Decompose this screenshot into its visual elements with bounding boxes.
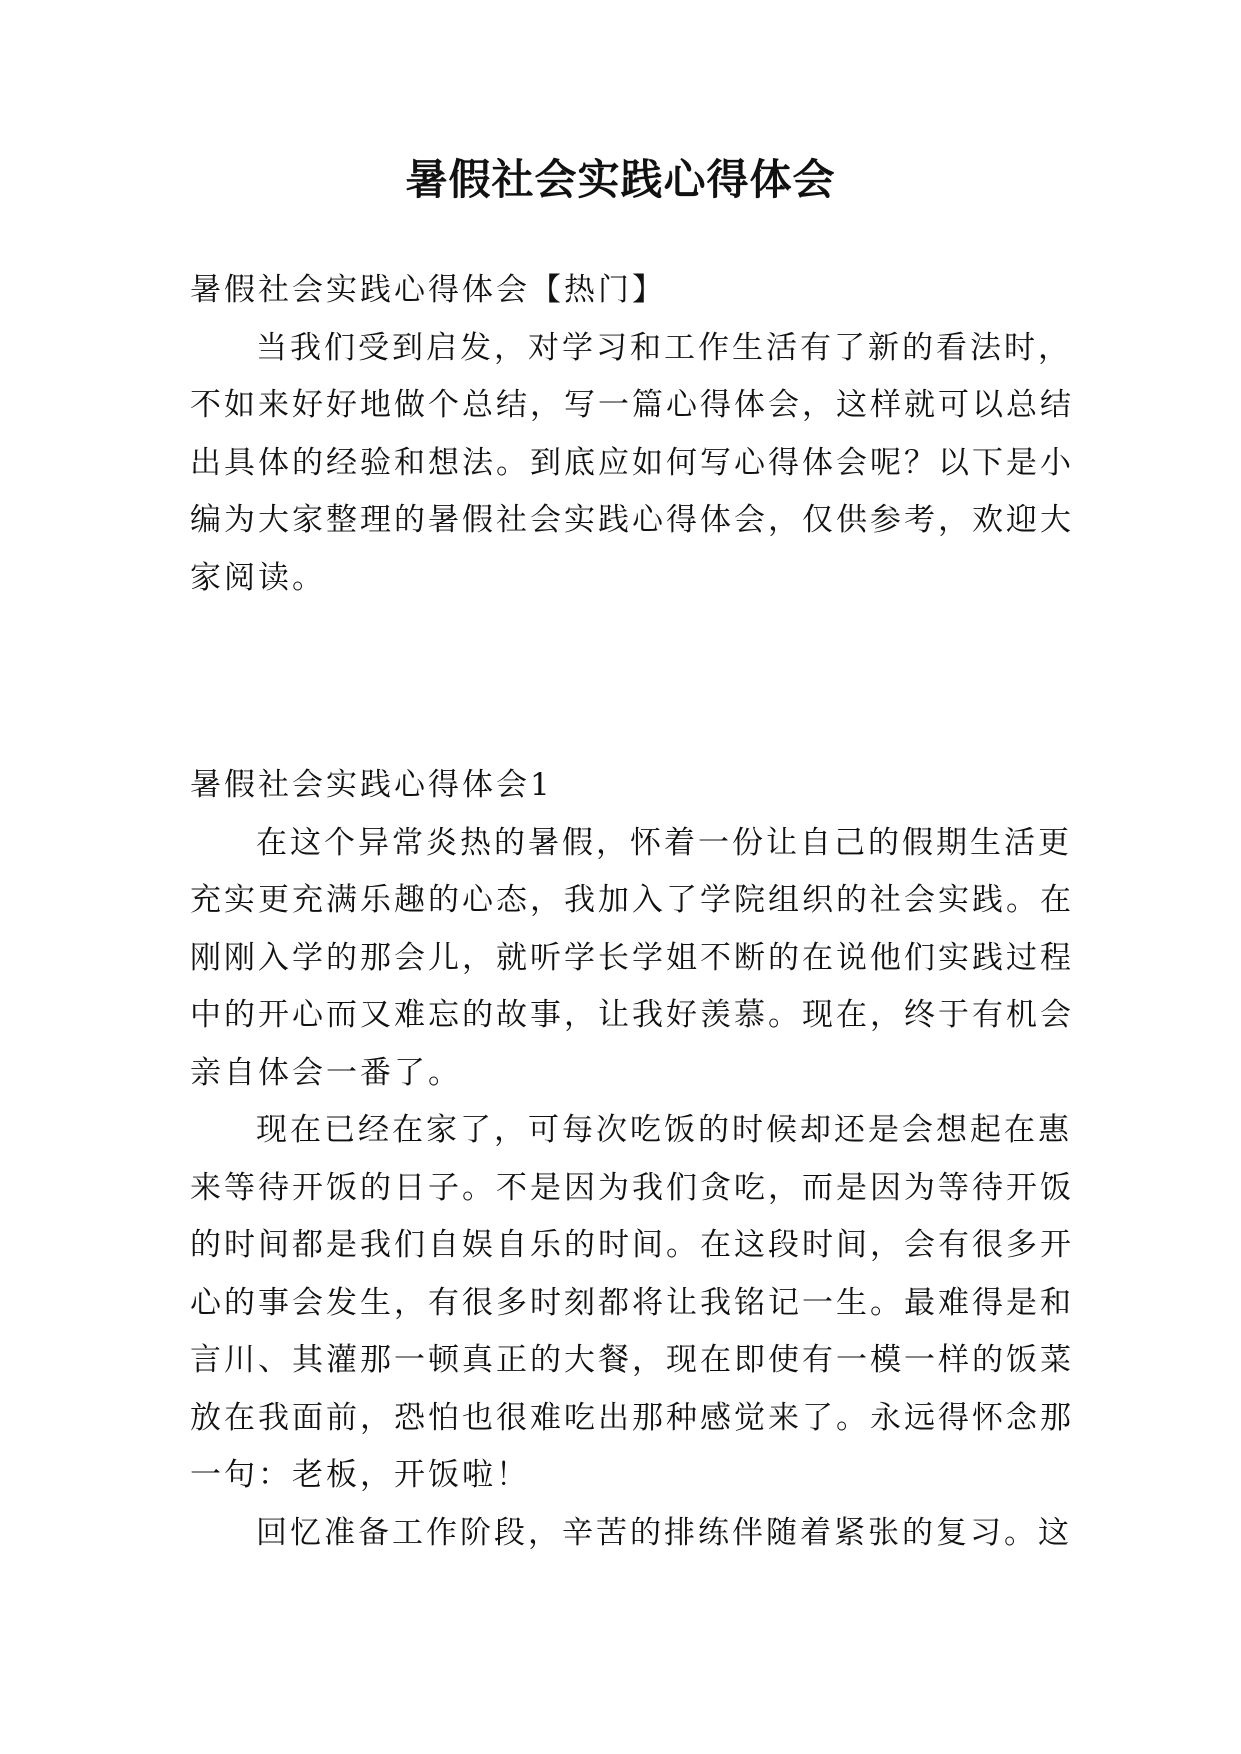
paragraph-line: 家阅读。 xyxy=(190,559,326,596)
body-paragraph-3 xyxy=(190,1505,1070,1563)
body-paragraph-1 xyxy=(190,815,1074,1103)
section-heading: 暑假社会实践心得体会1 xyxy=(190,767,553,803)
paragraph-line: 当我们受到启发，对学习和工作生活有了新的看法时， xyxy=(256,329,1072,366)
paragraph-line: 不如来好好地做个总结，写一篇心得体会，这样就可以总结 xyxy=(190,387,1074,423)
paragraph-line: 的时间都是我们自娱自乐的时间。在这段时间，会有很多开 xyxy=(190,1227,1074,1263)
paragraph-line: 现在已经在家了，可每次吃饭的时候却还是会想起在惠 xyxy=(256,1112,1072,1148)
paragraph-line: 放在我面前，恐怕也很难吃出那种感觉来了。永远得怀念那 xyxy=(190,1399,1074,1436)
document-title: 暑假社会实践心得体会 xyxy=(405,155,836,204)
paragraph-line: 充实更充满乐趣的心态，我加入了学院组织的社会实践。在 xyxy=(190,882,1074,918)
paragraph-line: 言川、其灌那一顿真正的大餐，现在即使有一模一样的饭菜 xyxy=(190,1342,1074,1378)
paragraph-line: 回忆准备工作阶段，辛苦的排练伴随着紧张的复习。这 xyxy=(256,1514,1072,1551)
paragraph-line: 刚刚入学的那会儿，就听学长学姐不断的在说他们实践过程 xyxy=(190,939,1074,976)
paragraph-line: 来等待开饭的日子。不是因为我们贪吃，而是因为等待开饭 xyxy=(190,1169,1074,1206)
intro-heading: 暑假社会实践心得体会【热门】 xyxy=(190,272,666,308)
section-spacer xyxy=(190,607,1070,757)
paragraph-line: 亲自体会一番了。 xyxy=(190,1054,462,1091)
intro-paragraph xyxy=(190,320,1074,608)
paragraph-line: 编为大家整理的暑假社会实践心得体会，仅供参考，欢迎大 xyxy=(190,502,1074,538)
paragraph-line: 在这个异常炎热的暑假，怀着一份让自己的假期生活更 xyxy=(256,824,1072,861)
paragraph-line: 出具体的经验和想法。到底应如何写心得体会呢？以下是小 xyxy=(190,444,1074,481)
body-paragraph-2 xyxy=(190,1102,1074,1505)
paragraph-line: 心的事会发生，有很多时刻都将让我铭记一生。最难得是和 xyxy=(190,1284,1074,1321)
paragraph-line: 一句：老板，开饭啦！ xyxy=(190,1457,530,1493)
paragraph-line: 中的开心而又难忘的故事，让我好羡慕。现在，终于有机会 xyxy=(190,997,1074,1033)
document-body xyxy=(190,262,1074,1562)
